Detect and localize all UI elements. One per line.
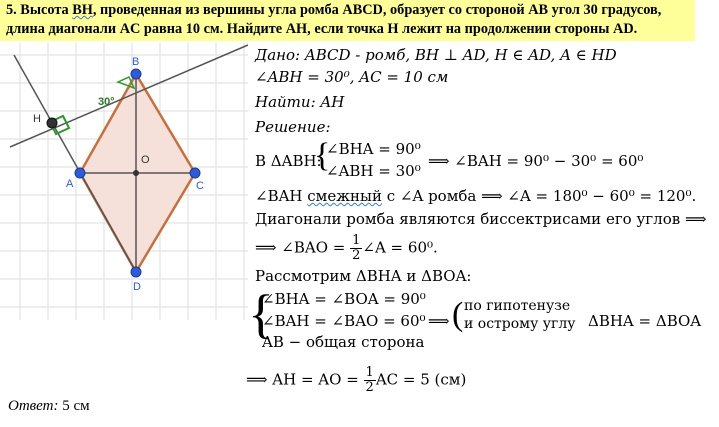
final-den: 2 [365,380,374,395]
bao-suffix: ∠A = 60⁰. [362,238,438,257]
label-c: C [196,180,204,192]
label-o: O [141,154,150,166]
system-brace-1: { [314,137,331,174]
point-o [133,170,139,176]
consider-line: Рассмотрим ΔBHA и ΔBOA: [255,267,472,285]
final-num: 1 [365,365,374,380]
adjacent-line [255,187,696,205]
problem-line-1 [6,1,695,20]
problem-text-a: Высота [16,2,73,18]
answer-value: 5 см [58,398,90,414]
bisector-line: Диагонали ромба являются биссектрисами его углов ⟹ [255,210,707,228]
sys1-line-1: ∠BHA = 90⁰ [326,140,421,158]
given-line-1 [255,46,617,64]
adjacent-word: смежный [307,187,382,205]
final-suffix: AC = 5 (см) [375,370,467,389]
problem-text-b: , проведенная из вершины угла ромба ABCD, образует со стороной AB угол 30 градусов, [92,2,662,18]
given-line-2: ∠ABH = 30⁰, AC = 10 см [255,68,449,86]
problem-line-2: длина диагонали AC равна 10 см. Найдите AH, если точка H лежит на продолжении стороны AD. [6,21,638,37]
solution-label: Решение: [255,118,331,136]
sys2-line-2: ∠BAH = ∠BAO = 60⁰ [262,312,426,330]
given-1: ABCD - ромб, BH ⊥ AD, H ∈ AD, A ∈ HD [304,46,617,64]
sys1-line-2: ∠ABH = 30⁰ [326,162,421,180]
point-d [131,267,141,277]
problem-number: 5. [6,2,17,18]
label-a: A [66,178,74,190]
sys2-line-3: AB − общая сторона [262,333,425,351]
problem-statement [0,0,695,41]
angle-label: 30° [98,96,115,108]
rhombus-figure [0,43,248,320]
final-prefix: ⟹ AH = AO = [246,370,364,389]
bao-prefix: ⟹ ∠BAO = [255,238,351,257]
answer-label: Ответ: [8,398,59,414]
final-fraction [364,366,376,395]
system-brace-2: { [248,284,274,344]
answer-line [8,398,90,415]
final-line [246,366,466,395]
label-d: D [133,281,141,293]
half-den: 2 [352,248,361,263]
sys2-result: ΔBHA = ΔBOA [588,312,702,330]
point-h [47,118,57,128]
paren-line-2: и острому углу [464,316,576,332]
point-a [75,168,85,178]
half-fraction [350,234,362,263]
sys2-line-1: ∠BHA = ∠BOA = 90⁰ [262,290,426,308]
adjacent-a: ∠BAH [255,187,308,205]
adjacent-b: с ∠A ромба ⟹ ∠A = 180⁰ − 60⁰ = 120⁰. [381,187,697,205]
triangle-prefix: В ΔABH: [255,152,322,170]
point-c [190,168,200,178]
point-b [131,69,141,79]
label-b: B [132,56,140,68]
paren-open: ( [452,296,464,333]
half-num: 1 [352,233,361,248]
given-label: Дано: [255,46,301,64]
sys1-result: ⟹ ∠BAH = 90⁰ − 30⁰ = 60⁰ [428,152,644,170]
paren-line-1: по гипотенузе [464,298,571,314]
find-label: Найти: [255,93,316,111]
problem-text-bh: BH [72,2,93,18]
find-line [255,93,344,111]
label-h: H [33,113,41,125]
find-value: AH [320,93,345,111]
sys2-arrow: ⟹ [428,312,450,330]
bao-line [255,234,438,263]
